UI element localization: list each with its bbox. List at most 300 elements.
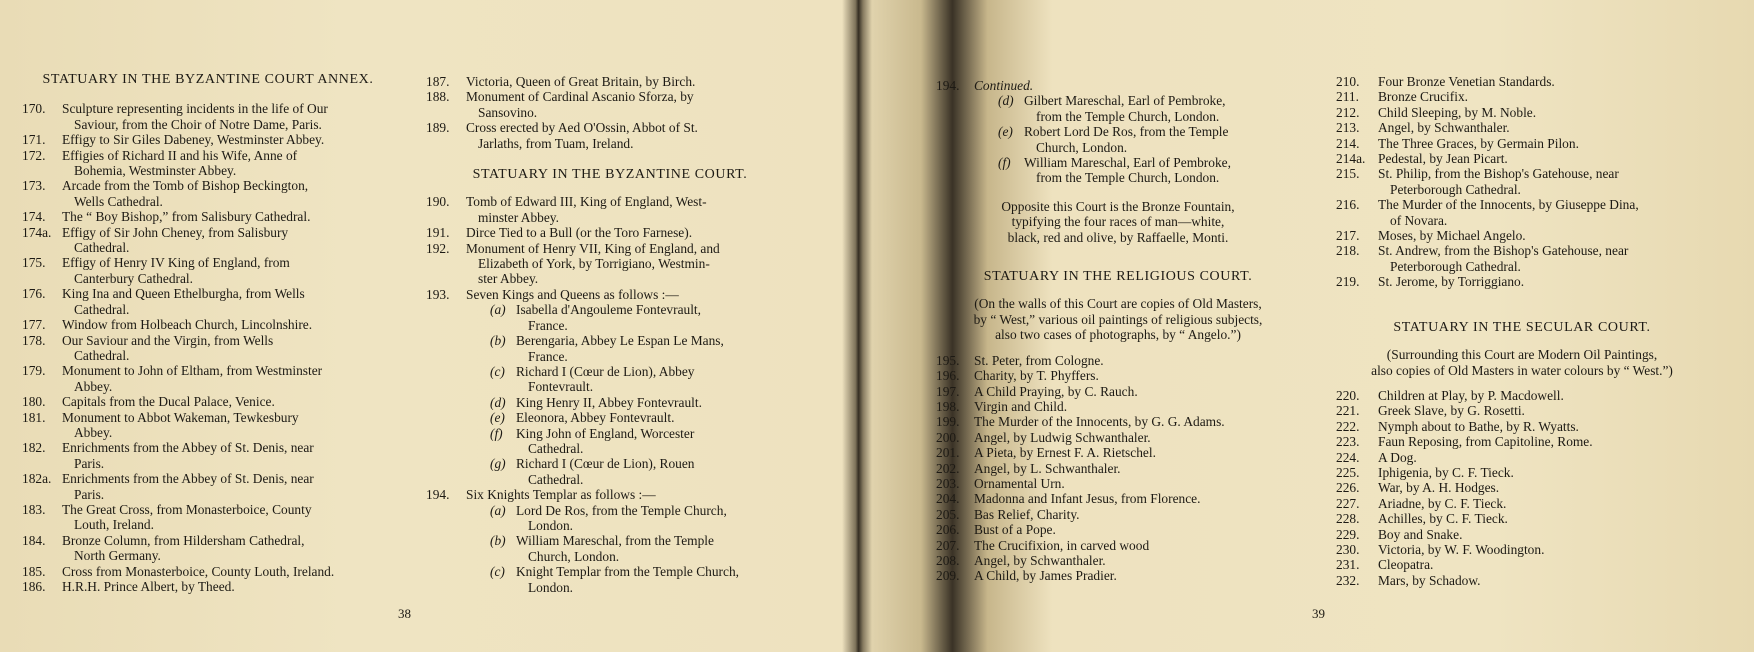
entry-line: Bronze Crucifix. [1378,89,1468,105]
note-line: also copies of Old Masters in water colours by “ West.”) [1371,362,1673,378]
entry-text [62,148,394,179]
entry-line: Canterbury Cathedral. [74,270,193,286]
catalogue-entry [1336,557,1708,572]
entry-line: Pedestal, by Jean Picart. [1378,151,1508,167]
catalogue-entry [936,568,1300,583]
entry-text [974,522,1300,537]
sub-entry-line: Isabella d'Angouleme Fontevrault, [516,302,701,318]
section-heading: STATUARY IN THE BYZANTINE COURT. [472,167,748,183]
entry-line: The Three Graces, by Germain Pilon. [1378,135,1579,151]
entry-number: 204. [936,491,960,507]
sub-entry [426,302,794,333]
entry-text [974,368,1300,383]
right-page-column-2 [1336,74,1708,588]
note-line: (On the walls of this Court are copies of Old Masters, [974,296,1262,312]
sub-entry [426,364,794,395]
entry-text [1378,74,1708,89]
note-line: Opposite this Court is the Bronze Fountain, [1001,198,1235,214]
kings-queens-entry [426,287,794,487]
entry-number: 175. [22,255,46,271]
entry-line: Ornamental Urn. [974,475,1065,491]
sub-entry-label: (c) [490,564,505,580]
catalogue-entry [1336,105,1708,120]
entry-number: 209. [936,568,960,584]
catalogue-entry [22,225,394,256]
catalogue-entry [936,430,1300,445]
entry-line: Saviour, from the Choir of Notre Dame, Paris. [74,116,322,132]
entry-line: The Great Cross, from Monasterboice, County [62,501,312,517]
entry-line: of Novara. [1390,212,1448,228]
entry-line: minster Abbey. [478,209,559,225]
catalogue-entry [426,194,794,225]
entry-line: The Murder of the Innocents, by Giuseppe Dina, [1378,197,1639,213]
catalogue-entry [936,461,1300,476]
section-heading: STATUARY IN THE SECULAR COURT. [1393,319,1651,335]
entry-text [974,353,1300,368]
catalogue-entry [1336,120,1708,135]
section-heading: STATUARY IN THE BYZANTINE COURT ANNEX. [42,72,374,87]
sub-entry [426,395,794,410]
note-line: by “ West,” various oil paintings of religious subjects, [973,311,1263,327]
sub-entry [426,426,794,457]
entry-text [1378,166,1708,197]
catalogue-entry [22,410,394,441]
entry-number: 219. [1336,274,1360,290]
entry-number: 176. [22,286,46,302]
catalogue-entry [936,445,1300,460]
entry-number: 225. [1336,464,1360,480]
entry-text [1378,136,1708,151]
entry-number: 194. [936,78,960,93]
catalogue-entry [1336,527,1708,542]
sub-entry-label: (c) [490,363,505,379]
catalogue-entry [936,368,1300,383]
catalogue-entry [936,78,1300,93]
catalogue-entry [1336,511,1708,526]
entry-line: Cross erected by Aed O'Ossin, Abbot of St. [466,120,698,136]
entry-number: 187. [426,74,450,89]
entry-line: Elizabeth of York, by Torrigiano, Westmin- [478,256,710,272]
entry-text [1378,243,1708,274]
catalogue-entry [22,255,394,286]
note-line: (Surrounding this Court are Modern Oil Paintings, [1386,347,1658,363]
entry-line: Enrichments from the Abbey of St. Denis, near [62,440,314,456]
entry-number: 183. [22,501,46,517]
entry-number: 208. [936,552,960,568]
sub-entry-line: France. [528,348,568,364]
entry-number: 227. [1336,495,1360,511]
entry-text [466,241,794,287]
entry-number: 195. [936,352,960,368]
entry-line: Tomb of Edward III, King of England, West- [466,194,707,210]
entry-text [466,74,794,89]
sub-entry-label: (f) [998,155,1011,171]
entry-line: Bronze Column, from Hildersham Cathedral, [62,532,305,548]
entry-line: Ariadne, by C. F. Tieck. [1378,495,1507,511]
entry-number: 197. [936,383,960,399]
entry-line: Mars, by Schadow. [1378,572,1481,588]
entry-line: North Germany. [74,548,161,564]
sub-entry [936,93,1300,124]
entry-line: Arcade from the Tomb of Bishop Beckington, [62,178,309,194]
entry-line: Effigy of Sir John Cheney, from Salisbury [62,224,289,240]
entry-text [1378,465,1708,480]
entry-line: Cleopatra. [1378,557,1434,573]
entry-line: A Child, by James Pradier. [974,568,1117,584]
book-gutter [842,0,872,652]
entry-number: 179. [22,363,46,379]
entry-intro: Continued. [974,78,1034,93]
entry-text [62,502,394,533]
entry-text [62,286,394,317]
entry-text [974,553,1300,568]
entry-line: Cross from Monasterboice, County Louth, Ireland. [62,563,335,579]
fountain-note [936,199,1300,245]
sub-entry-line: Lord De Ros, from the Temple Church, [516,502,727,518]
catalogue-entry [1336,243,1708,274]
entry-number: 192. [426,240,450,256]
entry-text [1378,120,1708,135]
entry-line: Moses, by Michael Angelo. [1378,228,1526,244]
entry-number: 207. [936,537,960,553]
catalogue-entry [22,363,394,394]
entry-number: 188. [426,89,450,105]
sub-entry-line: from the Temple Church, London. [1036,108,1220,124]
entry-line: Sansovino. [478,104,538,120]
sub-entry-line: William Mareschal, from the Temple [516,533,714,549]
entry-text [1378,434,1708,449]
entry-text [974,384,1300,399]
entry-line: St. Andrew, from the Bishop's Gatehouse, near [1378,243,1629,259]
entry-text [62,333,394,364]
entry-line: Monument of Cardinal Ascanio Sforza, by [466,89,694,105]
entry-text [466,194,794,225]
entry-text [974,491,1300,506]
entry-number: 182a. [22,471,52,487]
sub-entry [936,155,1300,186]
catalogue-entry [1336,151,1708,166]
sub-entry-text [516,333,794,364]
entry-line: Children at Play, by P. Macdowell. [1378,387,1564,403]
left-page-column-2 [426,74,794,595]
catalogue-entry [936,353,1300,368]
entry-number: 202. [936,460,960,476]
catalogue-entry [1336,542,1708,557]
catalogue-entry [1336,403,1708,418]
entry-number: 190. [426,194,450,210]
entry-number: 186. [22,579,46,594]
entry-number: 201. [936,445,960,461]
entry-number: 210. [1336,74,1360,89]
right-page-column-1 [936,78,1300,584]
sub-entry-line: King Henry II, Abbey Fontevrault. [516,394,702,410]
entry-line: Angel, by L. Schwanthaler. [974,460,1121,476]
entry-number: 173. [22,178,46,194]
catalogue-entry [1336,388,1708,403]
sub-entry-line: Eleonora, Abbey Fontevrault. [516,410,675,426]
catalogue-entry [1336,136,1708,151]
entry-line: Bas Relief, Charity. [974,506,1080,522]
catalogue-entry [426,120,794,151]
entry-text [62,394,394,409]
entry-line: Child Sleeping, by M. Noble. [1378,104,1537,120]
entry-text [1378,496,1708,511]
sub-entry-text [516,302,794,333]
catalogue-entry [22,440,394,471]
catalogue-entry [936,384,1300,399]
catalogue-entry [1336,573,1708,588]
entry-line: Paris. [74,486,105,502]
entry-line: Faun Reposing, from Capitoline, Rome. [1378,434,1593,450]
entry-text [1378,151,1708,166]
catalogue-entry [1336,434,1708,449]
note-line: typifying the four races of man—white, [1011,214,1225,230]
entry-number: 203. [936,475,960,491]
catalogue-entry [426,74,794,89]
entry-text [62,533,394,564]
catalogue-entry [936,507,1300,522]
entry-number: 230. [1336,541,1360,557]
entry-number: 180. [22,394,46,410]
entry-number: 205. [936,506,960,522]
entry-line: Effigies of Richard II and his Wife, Anne of [62,147,298,163]
sub-entry-label: (e) [490,410,505,426]
entry-text [974,445,1300,460]
entry-line: A Child Praying, by C. Rauch. [974,383,1138,399]
entry-text [1378,419,1708,434]
entry-text [1378,542,1708,557]
entry-text [974,568,1300,583]
catalogue-entry [936,399,1300,414]
entry-text [1378,197,1708,228]
entry-number: 181. [22,409,46,425]
catalogue-entry [936,491,1300,506]
entry-line: Boy and Snake. [1378,526,1463,542]
entry-list [1336,74,1708,290]
entry-line: Virgin and Child. [974,398,1068,414]
sub-entry-text [516,564,794,595]
entry-number: 199. [936,414,960,430]
sub-entry-text [1024,155,1300,186]
entry-line: Wells Cathedral. [74,193,163,209]
catalogue-entry [1336,197,1708,228]
entry-number: 189. [426,120,450,136]
entry-text [466,225,794,240]
entry-text [1378,450,1708,465]
entry-line: Enrichments from the Abbey of St. Denis, near [62,471,314,487]
entry-line: Jarlaths, from Tuam, Ireland. [478,135,634,151]
entry-line: Our Saviour and the Virgin, from Wells [62,332,274,348]
entry-number: 212. [1336,104,1360,120]
entry-line: Monument to John of Eltham, from Westminster [62,363,323,379]
entry-text [974,461,1300,476]
entry-line: Monument to Abbot Wakeman, Tewkesbury [62,409,299,425]
entry-number: 172. [22,147,46,163]
catalogue-entry [1336,74,1708,89]
note-line: also two cases of photographs, by “ Angelo.”) [995,327,1241,343]
sub-entry-line: Cathedral. [528,440,584,456]
entry-line: Paris. [74,455,105,471]
entry-text [1378,557,1708,572]
entry-number: 211. [1336,89,1359,105]
entry-line: H.R.H. Prince Albert, by Theed. [62,579,235,594]
entry-number: 194. [426,487,450,503]
sub-entry-line: Gilbert Mareschal, Earl of Pembroke, [1024,93,1226,109]
sub-entry-text [516,533,794,564]
entry-text [1378,228,1708,243]
entry-text [974,476,1300,491]
entry-number: 214. [1336,135,1360,151]
sub-entry [426,333,794,364]
sub-entry-label: (f) [490,425,503,441]
entry-text [1378,527,1708,542]
section-heading: STATUARY IN THE RELIGIOUS COURT. [983,269,1253,285]
entry-text [62,317,394,332]
entry-text [974,414,1300,429]
entry-number: 200. [936,429,960,445]
entry-list [1336,388,1708,588]
entry-line: The Crucifixion, in carved wood [974,537,1150,553]
sub-entry [936,124,1300,155]
sub-entry [426,410,794,425]
entry-text [62,225,394,256]
entry-number: 185. [22,563,46,579]
entry-text [1378,388,1708,403]
sub-entry-label: (g) [490,456,506,472]
catalogue-entry [1336,274,1708,289]
catalogue-entry [22,564,394,579]
secular-court-note [1336,347,1708,378]
catalogue-entry [936,522,1300,537]
sub-entry-label: (a) [490,302,506,318]
entry-text [1378,480,1708,495]
entry-line: Peterborough Cathedral. [1390,258,1521,274]
sub-entry-text [516,410,794,425]
entry-text [62,209,394,224]
sub-entry-line: France. [528,317,568,333]
entry-text [1378,89,1708,104]
sub-entry-line: Berengaria, Abbey Le Espan Le Mans, [516,333,724,349]
catalogue-entry [22,533,394,564]
sub-entry-line: Richard I (Cœur de Lion), Abbey [516,363,695,379]
sub-entry-text [516,503,794,534]
catalogue-entry [22,579,394,594]
sub-entry-line: London. [528,579,574,595]
entry-text [62,255,394,286]
entry-line: Abbey. [74,378,113,394]
entry-text [466,120,794,151]
entry-number: 170. [22,101,46,117]
entry-line: The Murder of the Innocents, by G. G. Adams. [974,414,1225,430]
entry-number: 232. [1336,572,1360,588]
left-page-column-1 [22,72,394,594]
entry-text [62,132,394,147]
entry-number: 206. [936,522,960,538]
catalogue-entry [426,241,794,287]
catalogue-entry [1336,166,1708,197]
sub-entry-text [516,395,794,410]
catalogue-entry [426,287,794,302]
sub-entry-line: Knight Templar from the Temple Church, [516,564,739,580]
catalogue-entry [426,487,794,502]
entry-text [62,363,394,394]
sub-entry-line: Cathedral. [528,471,584,487]
catalogue-entry [22,471,394,502]
catalogue-entry [22,148,394,179]
entry-line: Window from Holbeach Church, Lincolnshire. [62,317,313,333]
entry-number: 174. [22,209,46,225]
entry-line: King Ina and Queen Ethelburgha, from Wells [62,286,305,302]
entry-line: Louth, Ireland. [74,517,154,533]
entry-number: 226. [1336,480,1360,496]
catalogue-entry [936,476,1300,491]
entry-number: 171. [22,132,46,148]
entry-line: Achilles, by C. F. Tieck. [1378,511,1508,527]
catalogue-entry [426,225,794,240]
entry-text [62,410,394,441]
catalogue-entry [22,286,394,317]
entry-line: Victoria, by W. F. Woodington. [1378,541,1545,557]
sub-entry-line: from the Temple Church, London. [1036,170,1220,186]
sub-entry [426,533,794,564]
entry-number: 217. [1336,228,1360,244]
entry-line: Victoria, Queen of Great Britain, by Birch. [466,74,696,89]
entry-line: Cathedral. [74,347,130,363]
entry-number: 229. [1336,526,1360,542]
entry-text [1378,511,1708,526]
entry-number: 222. [1336,418,1360,434]
sub-entry-line: Robert Lord De Ros, from the Temple [1024,124,1229,140]
entry-number: 214a. [1336,151,1366,167]
sub-entry-text [516,456,794,487]
entry-line: Angel, by Ludwig Schwanthaler. [974,429,1151,445]
catalogue-entry [1336,228,1708,243]
catalogue-entry [22,101,394,132]
entry-intro: Seven Kings and Queens as follows :— [466,286,679,302]
catalogue-entry [22,317,394,332]
entry-line: Angel, by Schwanthaler. [974,552,1106,568]
entry-number: 174a. [22,224,52,240]
catalogue-entry [426,89,794,120]
entry-line: Charity, by T. Phyffers. [974,368,1099,384]
entry-line: Dirce Tied to a Bull (or the Toro Farnese). [466,225,693,241]
entry-intro: Six Knights Templar as follows :— [466,487,656,503]
catalogue-entry [1336,465,1708,480]
sub-entry-label: (d) [998,93,1014,109]
entry-number: 220. [1336,387,1360,403]
entry-line: St. Jerome, by Torriggiano. [1378,274,1525,290]
catalogue-entry [22,502,394,533]
catalogue-entry [1336,450,1708,465]
sub-entry-text [516,426,794,457]
entry-text [62,471,394,502]
entry-text [1378,274,1708,289]
entry-line: Peterborough Cathedral. [1390,181,1521,197]
knights-templar-entry [426,487,794,595]
sub-entry-text [516,364,794,395]
sub-entry-line: Richard I (Cœur de Lion), Rouen [516,456,695,472]
entry-text [62,178,394,209]
entry-line: St. Philip, from the Bishop's Gatehouse, near [1378,166,1619,182]
entry-list [426,74,794,151]
entry-text [974,399,1300,414]
sub-entry-text [1024,93,1300,124]
entry-line: Bust of a Pope. [974,522,1056,538]
entry-number: 213. [1336,120,1360,136]
page-number: 39 [1312,606,1325,621]
catalogue-entry [936,538,1300,553]
entry-line: Effigy to Sir Giles Dabeney, Westminster Abbey. [62,132,325,148]
